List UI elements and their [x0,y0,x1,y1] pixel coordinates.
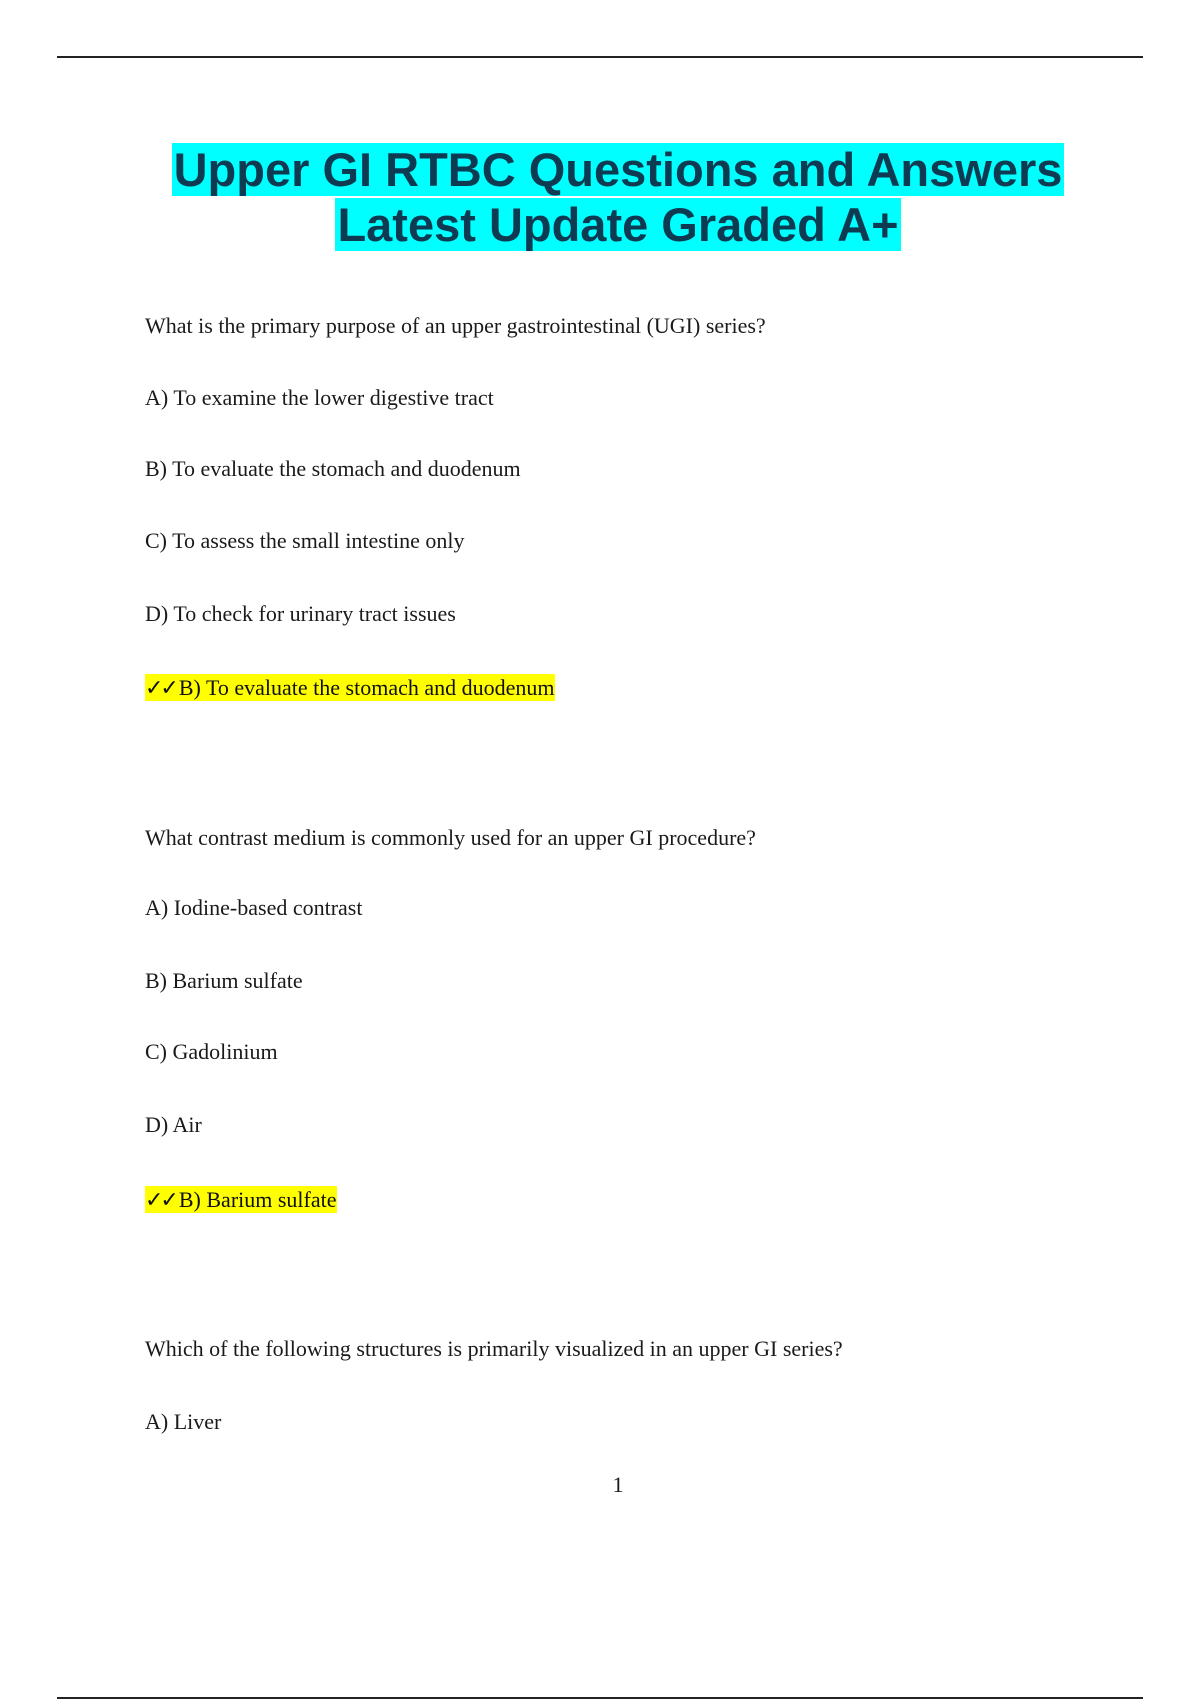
title-line-1: Upper GI RTBC Questions and Answers [173,143,1063,196]
question-1-text: What is the primary purpose of an upper gastrointestinal (UGI) series? [145,313,766,338]
page-number: 1 [612,1472,624,1497]
document-title [0,142,1200,252]
footer-rule [57,1697,1143,1699]
question-2-text: What contrast medium is commonly used for an upper GI procedure? [145,825,756,850]
question-2-answer [145,1186,337,1215]
double-check-icon: ✓✓ [145,676,176,701]
question-2-option-d: D) Air [145,1112,202,1137]
question-3-text: Which of the following structures is primarily visualized in an upper GI series? [145,1336,843,1361]
question-2-option-a: A) Iodine-based contrast [145,895,363,920]
header-rule [57,56,1143,58]
question-1-option-b: B) To evaluate the stomach and duodenum [145,456,521,481]
question-1-option-a: A) To examine the lower digestive tract [145,385,494,410]
question-1-answer-text: B) To evaluate the stomach and duodenum [178,675,555,700]
double-check-icon: ✓✓ [145,1188,176,1213]
title-line-2: Latest Update Graded A+ [337,198,899,251]
question-1-option-d: D) To check for urinary tract issues [145,601,456,626]
question-1-answer [145,674,555,703]
answer-highlight [145,1186,337,1213]
question-2-answer-text: B) Barium sulfate [178,1187,337,1212]
answer-highlight [145,674,555,701]
question-2-option-c: C) Gadolinium [145,1039,278,1064]
question-1-option-c: C) To assess the small intestine only [145,528,465,553]
question-2-option-b: B) Barium sulfate [145,968,303,993]
question-3-option-a: A) Liver [145,1409,222,1434]
